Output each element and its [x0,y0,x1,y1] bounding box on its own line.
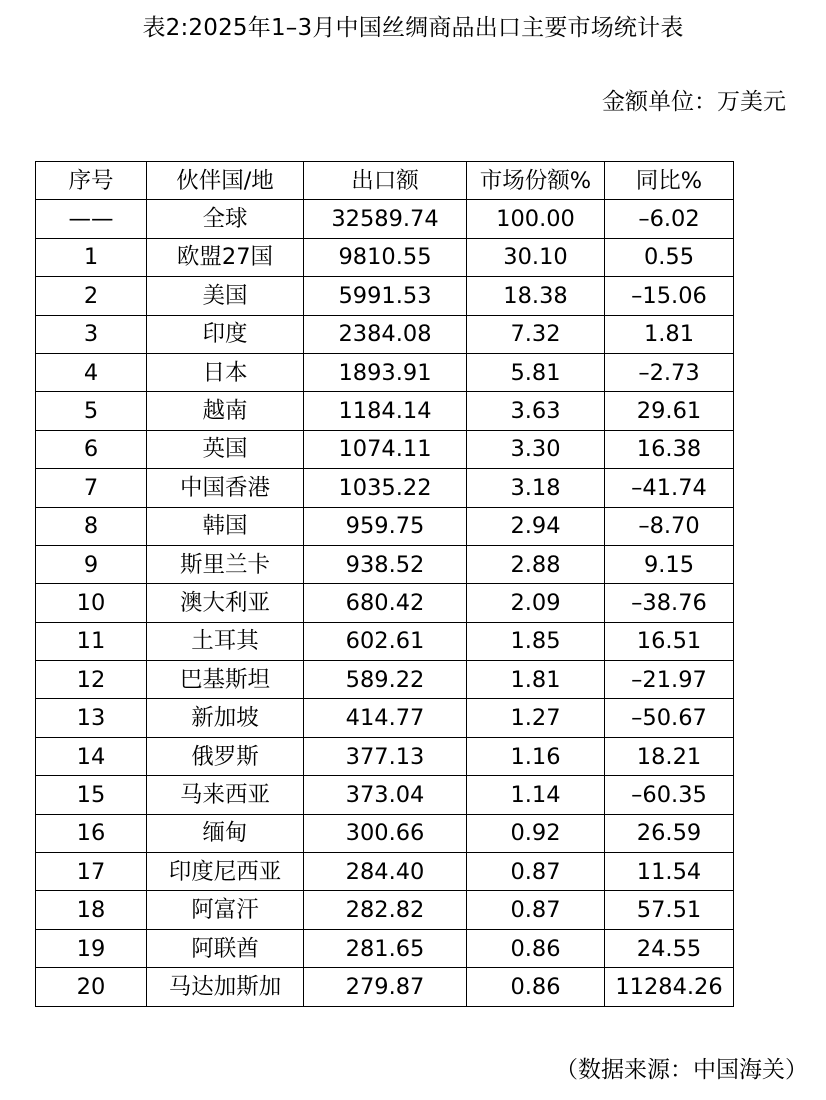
partner-cell: 阿富汗 [147,891,304,929]
export-value-cell: 959.75 [304,507,467,545]
source-note: （数据来源：中国海关） [555,1057,808,1083]
index-cell: 15 [36,776,147,814]
table-row [36,200,734,238]
yoy-cell: 18.21 [605,737,734,775]
table-row [36,353,734,391]
index-cell: 1 [36,238,147,276]
table-row [36,277,734,315]
index-cell: 2 [36,277,147,315]
table-row [36,776,734,814]
table-row [36,469,734,507]
export-market-table [35,161,734,1007]
index-cell: 16 [36,814,147,852]
yoy-cell: 0.55 [605,238,734,276]
export-value-cell: 1893.91 [304,353,467,391]
partner-cell: 土耳其 [147,622,304,660]
yoy-cell: –60.35 [605,776,734,814]
export-value-cell: 5991.53 [304,277,467,315]
yoy-cell: 24.55 [605,929,734,967]
partner-cell: 全球 [147,200,304,238]
yoy-cell: –8.70 [605,507,734,545]
export-value-cell: 279.87 [304,968,467,1006]
export-value-cell: 938.52 [304,545,467,583]
table-row [36,238,734,276]
yoy-cell: –6.02 [605,200,734,238]
market-share-cell: 1.85 [467,622,605,660]
index-cell: 10 [36,584,147,622]
table-row [36,853,734,891]
index-cell: 13 [36,699,147,737]
export-value-cell: 373.04 [304,776,467,814]
market-share-cell: 18.38 [467,277,605,315]
yoy-cell: –15.06 [605,277,734,315]
table-row [36,929,734,967]
yoy-cell: 11284.26 [605,968,734,1006]
table-row [36,699,734,737]
table-row [36,661,734,699]
yoy-cell: –41.74 [605,469,734,507]
export-value-cell: 282.82 [304,891,467,929]
yoy-cell: –50.67 [605,699,734,737]
index-cell: 14 [36,737,147,775]
partner-cell: 越南 [147,392,304,430]
export-value-cell: 2384.08 [304,315,467,353]
yoy-cell: 9.15 [605,545,734,583]
yoy-cell: 57.51 [605,891,734,929]
market-share-cell: 0.87 [467,891,605,929]
market-share-cell: 1.16 [467,737,605,775]
partner-cell: 中国香港 [147,469,304,507]
partner-cell: 巴基斯坦 [147,661,304,699]
market-share-cell: 5.81 [467,353,605,391]
partner-cell: 日本 [147,353,304,391]
index-cell: 18 [36,891,147,929]
yoy-cell: –38.76 [605,584,734,622]
market-share-cell: 100.00 [467,200,605,238]
table-row [36,891,734,929]
index-cell: 8 [36,507,147,545]
header-cell-export-value: 出口额 [304,162,467,200]
market-share-cell: 1.14 [467,776,605,814]
table-header-row [36,162,734,200]
partner-cell: 美国 [147,277,304,315]
partner-cell: 马来西亚 [147,776,304,814]
market-share-cell: 3.63 [467,392,605,430]
index-cell: 20 [36,968,147,1006]
table-title: 表2:2025年1–3月中国丝绸商品出口主要市场统计表 [142,15,684,41]
header-cell-yoy: 同比% [605,162,734,200]
header-cell-market-share: 市场份额% [467,162,605,200]
partner-cell: 澳大利亚 [147,584,304,622]
table-row [36,315,734,353]
table-row [36,507,734,545]
export-value-cell: 377.13 [304,737,467,775]
partner-cell: 印度 [147,315,304,353]
partner-cell: 缅甸 [147,814,304,852]
export-value-cell: 1074.11 [304,430,467,468]
market-share-cell: 1.81 [467,661,605,699]
index-cell: 3 [36,315,147,353]
yoy-cell: 1.81 [605,315,734,353]
table-row [36,392,734,430]
market-share-cell: 0.92 [467,814,605,852]
partner-cell: 欧盟27国 [147,238,304,276]
export-value-cell: 281.65 [304,929,467,967]
index-cell: 5 [36,392,147,430]
index-cell: 7 [36,469,147,507]
export-value-cell: 680.42 [304,584,467,622]
table-body [36,200,734,1006]
index-cell: —— [36,200,147,238]
export-value-cell: 284.40 [304,853,467,891]
yoy-cell: 29.61 [605,392,734,430]
index-cell: 19 [36,929,147,967]
index-cell: 9 [36,545,147,583]
export-value-cell: 300.66 [304,814,467,852]
export-value-cell: 414.77 [304,699,467,737]
index-cell: 17 [36,853,147,891]
unit-note: 金额单位：万美元 [602,89,786,115]
index-cell: 4 [36,353,147,391]
table-row [36,430,734,468]
table-row [36,737,734,775]
market-share-cell: 30.10 [467,238,605,276]
yoy-cell: 16.51 [605,622,734,660]
header-cell-index: 序号 [36,162,147,200]
index-cell: 11 [36,622,147,660]
market-share-cell: 1.27 [467,699,605,737]
market-share-cell: 0.86 [467,968,605,1006]
table-row [36,814,734,852]
market-share-cell: 0.86 [467,929,605,967]
market-share-cell: 2.94 [467,507,605,545]
yoy-cell: 11.54 [605,853,734,891]
table-row [36,545,734,583]
index-cell: 12 [36,661,147,699]
market-share-cell: 2.88 [467,545,605,583]
export-value-cell: 1035.22 [304,469,467,507]
table-row [36,584,734,622]
table-row [36,622,734,660]
partner-cell: 马达加斯加 [147,968,304,1006]
partner-cell: 新加坡 [147,699,304,737]
market-share-cell: 3.18 [467,469,605,507]
header-cell-partner: 伙伴国/地 [147,162,304,200]
market-share-cell: 2.09 [467,584,605,622]
market-share-cell: 3.30 [467,430,605,468]
export-value-cell: 602.61 [304,622,467,660]
partner-cell: 印度尼西亚 [147,853,304,891]
export-value-cell: 32589.74 [304,200,467,238]
export-value-cell: 589.22 [304,661,467,699]
table-row [36,968,734,1006]
partner-cell: 韩国 [147,507,304,545]
yoy-cell: –2.73 [605,353,734,391]
partner-cell: 俄罗斯 [147,737,304,775]
export-value-cell: 1184.14 [304,392,467,430]
market-share-cell: 0.87 [467,853,605,891]
yoy-cell: 16.38 [605,430,734,468]
partner-cell: 阿联酋 [147,929,304,967]
market-share-cell: 7.32 [467,315,605,353]
partner-cell: 英国 [147,430,304,468]
export-value-cell: 9810.55 [304,238,467,276]
yoy-cell: 26.59 [605,814,734,852]
index-cell: 6 [36,430,147,468]
yoy-cell: –21.97 [605,661,734,699]
partner-cell: 斯里兰卡 [147,545,304,583]
